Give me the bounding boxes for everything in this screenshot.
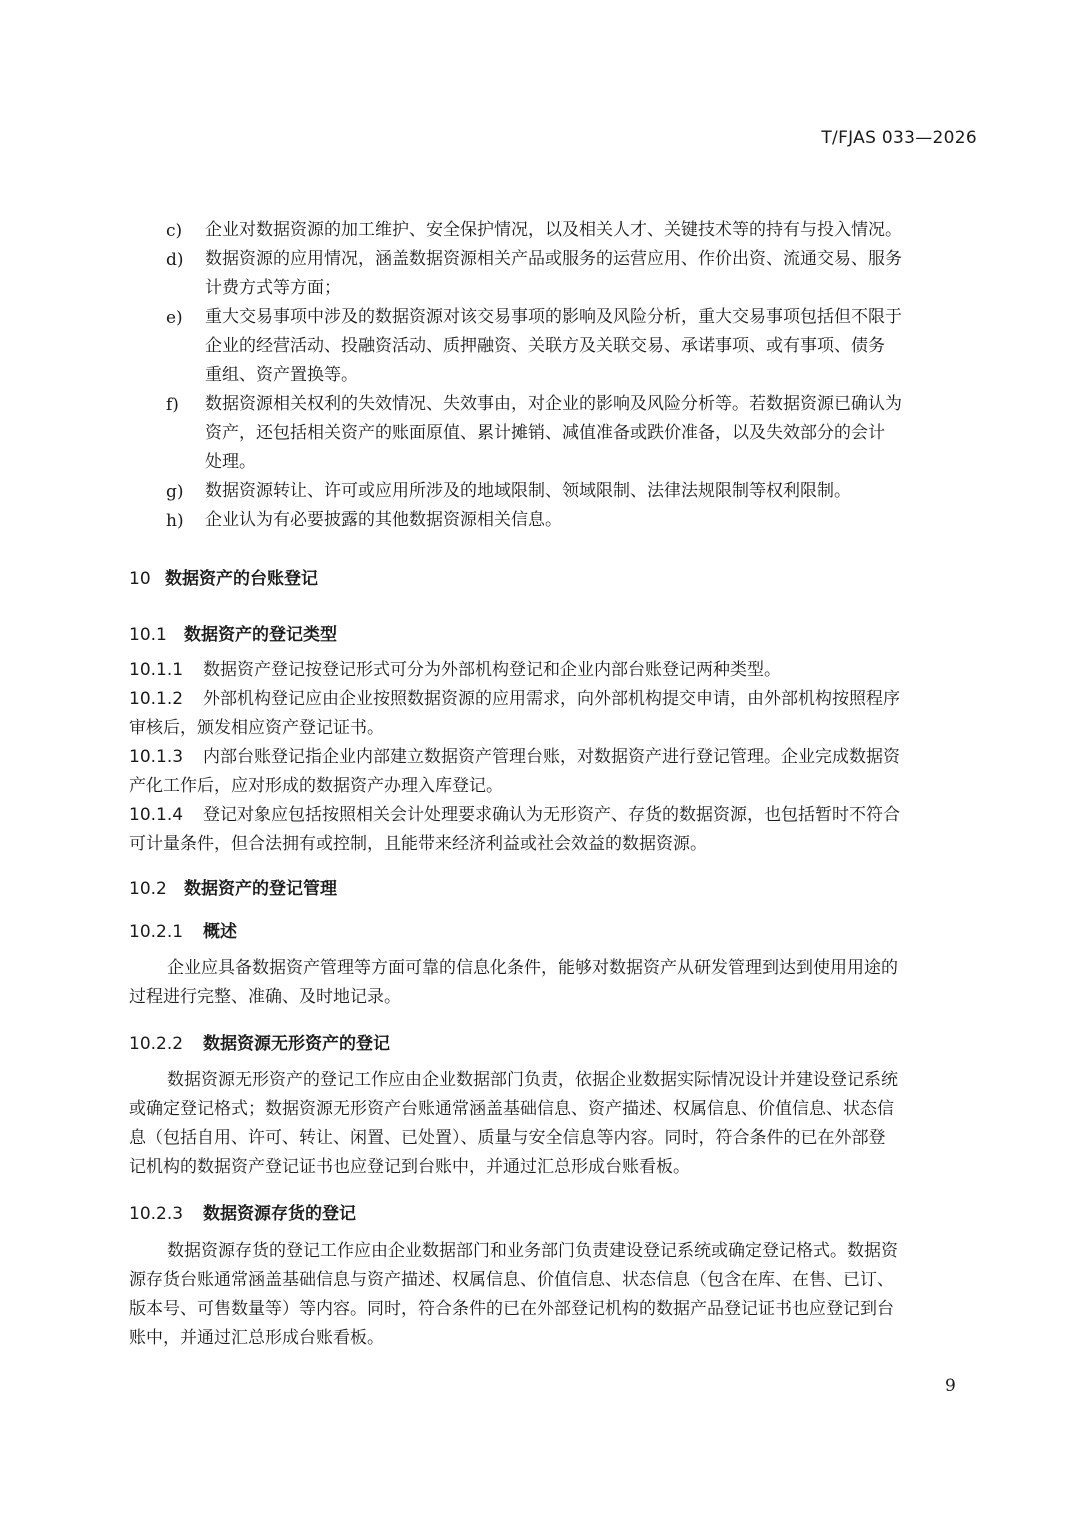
- clause-line: [129, 685, 977, 714]
- section-10-2-2-heading: [129, 1029, 390, 1054]
- list-item-line: 企业的经营活动、投融资活动、质押融资、关联方及关联交易、承诺事项、或有事项、债务: [205, 336, 885, 356]
- section-number: 10.2.1: [129, 922, 184, 942]
- clause-line: [129, 743, 977, 772]
- paragraph-line: 息（包括自用、许可、转让、闲置、已处置）、质量与安全信息等内容。同时，符合条件的已在外部登: [129, 1128, 886, 1148]
- section-10-2-heading: [129, 874, 337, 899]
- paragraph-line: 企业应具备数据资产管理等方面可靠的信息化条件，能够对数据资产从研发管理到达到使用用途的: [167, 958, 898, 978]
- clause-text: 产化工作后，应对形成的数据资产办理入库登记。: [129, 776, 503, 796]
- list-item-label: f): [166, 395, 179, 415]
- list-item-line: 资产，还包括相关资产的账面原值、累计摊销、减值准备或跌价准备，以及失效部分的会计: [205, 423, 885, 443]
- list-item-line: 数据资源转让、许可或应用所涉及的地域限制、领域限制、法律法规限制等权利限制。: [205, 481, 851, 501]
- list-item-label: d): [166, 250, 184, 270]
- section-number: 10.1: [129, 625, 167, 645]
- section-title: 数据资源无形资产的登记: [203, 1034, 390, 1054]
- clause-text: 可计量条件，但合法拥有或控制，且能带来经济利益或社会效益的数据资源。: [129, 834, 707, 854]
- list-item-label: h): [166, 511, 184, 531]
- section-title: 数据资产的登记管理: [184, 879, 337, 899]
- list-item-line: 数据资源相关权利的失效情况、失效事由，对企业的影响及风险分析等。若数据资源已确认为: [205, 394, 902, 414]
- clause-text: 数据资产登记按登记形式可分为外部机构登记和企业内部台账登记两种类型。: [203, 660, 781, 680]
- clause-number: 10.1.4: [129, 805, 184, 825]
- paragraph-line: 版本号、可售数量等）等内容。同时，符合条件的已在外部登记机构的数据产品登记证书也应登记到台: [129, 1299, 894, 1319]
- section-title: 数据资产的台账登记: [165, 569, 318, 589]
- section-title: 数据资产的登记类型: [184, 625, 337, 645]
- clause-line: [129, 801, 977, 830]
- section-10-heading: [129, 564, 318, 589]
- paragraph-line: 或确定登记格式；数据资源无形资产台账通常涵盖基础信息、资产描述、权属信息、价值信息、状态信: [129, 1099, 894, 1119]
- list-item-line: 数据资源的应用情况，涵盖数据资源相关产品或服务的运营应用、作价出资、流通交易、服务: [205, 249, 902, 269]
- clause-number: 10.1.2: [129, 689, 184, 709]
- paragraph-line: 数据资源存货的登记工作应由企业数据部门和业务部门负责建设登记系统或确定登记格式。数据资: [167, 1241, 898, 1261]
- paragraph-line: 过程进行完整、准确、及时地记录。: [129, 987, 401, 1007]
- clause-number: 10.1.3: [129, 747, 184, 767]
- paragraph-line: 数据资源无形资产的登记工作应由企业数据部门负责，依据企业数据实际情况设计并建设登记系统: [167, 1070, 898, 1090]
- list-item-line: 企业认为有必要披露的其他数据资源相关信息。: [205, 510, 562, 530]
- page-number: 9: [945, 1376, 956, 1396]
- list-item-line: 重组、资产置换等。: [205, 365, 358, 385]
- list-item-line: 重大交易事项中涉及的数据资源对该交易事项的影响及风险分析，重大交易事项包括但不限于: [205, 307, 902, 327]
- list-item-line: 计费方式等方面；: [205, 278, 341, 298]
- clause-number: 10.1.1: [129, 660, 184, 680]
- list-item-label: g): [166, 482, 184, 502]
- list-item-label: c): [166, 221, 183, 241]
- section-10-1-heading: [129, 620, 337, 645]
- clause-line: [129, 656, 977, 685]
- section-number: 10: [129, 569, 151, 589]
- section-title: 数据资源存货的登记: [203, 1204, 356, 1224]
- clause-text: 审核后，颁发相应资产登记证书。: [129, 718, 384, 738]
- paragraph-line: 记机构的数据资产登记证书也应登记到台账中，并通过汇总形成台账看板。: [129, 1157, 690, 1177]
- list-item-label: e): [166, 308, 183, 328]
- paragraph-line: 源存货台账通常涵盖基础信息与资产描述、权属信息、价值信息、状态信息（包含在库、在售、已订、: [129, 1270, 894, 1290]
- section-number: 10.2: [129, 879, 167, 899]
- section-number: 10.2.3: [129, 1204, 184, 1224]
- section-10-2-3-heading: [129, 1199, 356, 1224]
- list-item-line: 处理。: [205, 452, 256, 472]
- section-number: 10.2.2: [129, 1034, 184, 1054]
- section-10-2-1-heading: [129, 917, 237, 942]
- document-code: T/FJAS 033—2026: [821, 128, 977, 148]
- clause-text: 内部台账登记指企业内部建立数据资产管理台账，对数据资产进行登记管理。企业完成数据资: [203, 747, 900, 767]
- paragraph-line: 账中，并通过汇总形成台账看板。: [129, 1328, 384, 1348]
- clause-text: 登记对象应包括按照相关会计处理要求确认为无形资产、存货的数据资源，也包括暂时不符合: [203, 805, 900, 825]
- section-title: 概述: [203, 922, 237, 942]
- clause-text: 外部机构登记应由企业按照数据资源的应用需求，向外部机构提交申请，由外部机构按照程序: [203, 689, 900, 709]
- list-item-line: 企业对数据资源的加工维护、安全保护情况，以及相关人才、关键技术等的持有与投入情况。: [205, 220, 902, 240]
